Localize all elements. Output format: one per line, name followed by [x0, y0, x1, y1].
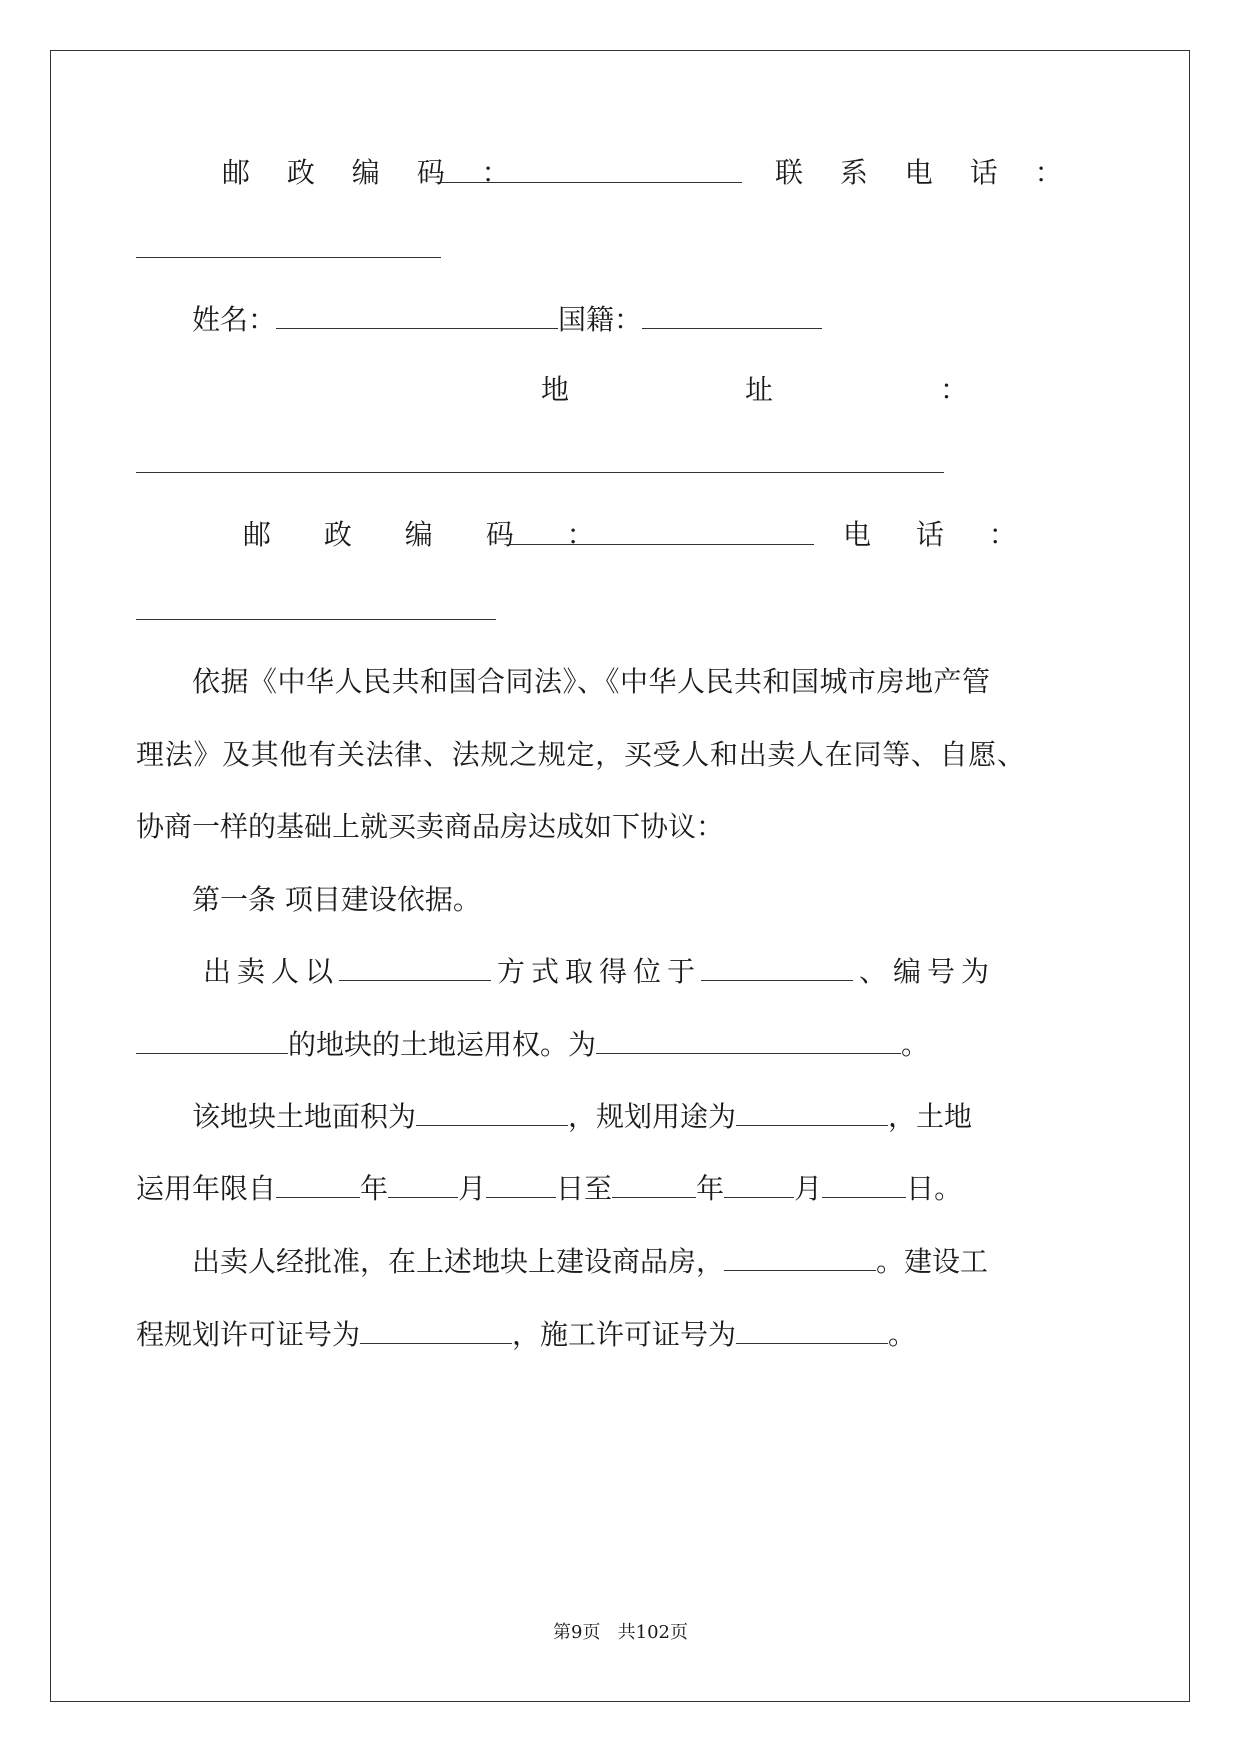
- para2-line-2: [136, 1028, 929, 1062]
- land-acquisition-method-field[interactable]: [339, 958, 491, 981]
- buyer-address-char2: 址: [745, 373, 774, 406]
- end-month-field[interactable]: [724, 1175, 794, 1198]
- construction-permit-number-field[interactable]: [736, 1321, 888, 1344]
- footer-suffix: 页: [669, 1622, 688, 1643]
- para2-seg3: 、编号为: [859, 955, 996, 988]
- buyer-name-label: 姓名：: [192, 303, 277, 336]
- seller-phone-label-wrap: [775, 156, 1077, 190]
- planned-use-field[interactable]: [736, 1103, 888, 1126]
- seller-postcode-label: 邮 政 编 码 ：: [222, 156, 524, 189]
- para4-line-1: [192, 1245, 988, 1279]
- seller-phone-field[interactable]: [136, 235, 441, 258]
- para2-seg2: 方式取得位于: [497, 955, 702, 988]
- plot-number-field[interactable]: [136, 1031, 288, 1054]
- buyer-address-colon: ：: [940, 373, 969, 406]
- land-area-field[interactable]: [416, 1103, 568, 1126]
- para2-seg5: 。: [901, 1028, 930, 1061]
- page-footer: [0, 1622, 1241, 1644]
- preamble-line-2: 理法》及其他有关法律、法规之规定，买受人和出卖人在同等、自愿、: [136, 738, 1026, 771]
- buyer-postcode-field[interactable]: [509, 522, 814, 545]
- end-year-field[interactable]: [612, 1175, 696, 1198]
- para4-seg2: 。建设工: [876, 1245, 989, 1278]
- para3-line-2: [136, 1172, 962, 1206]
- para3-seg4: 运用年限自: [136, 1172, 277, 1205]
- start-day-field[interactable]: [486, 1175, 556, 1198]
- para4-seg4: ，施工许可证号为: [512, 1318, 737, 1351]
- buyer-address-char1: 地: [541, 373, 570, 406]
- para2-line-1: [203, 955, 995, 989]
- footer-mid: 页 共: [582, 1622, 636, 1643]
- para3-seg3: ，土地: [888, 1100, 973, 1133]
- para3-seg2: ，规划用途为: [568, 1100, 737, 1133]
- para3-line-1: [192, 1100, 972, 1134]
- preamble-line-1: 依据《中华人民共和国合同法》、《中华人民共和国城市房地产管: [192, 665, 991, 698]
- para2-seg4: 的地块的土地运用权。为: [288, 1028, 597, 1061]
- para4-seg1: 出卖人经批准，在上述地块上建设商品房，: [192, 1245, 725, 1278]
- buyer-postcode-label: 邮 政 编 码 ：: [243, 518, 617, 551]
- footer-current-page: 9: [571, 1622, 583, 1643]
- land-use-right-field[interactable]: [596, 1031, 901, 1054]
- buyer-name-line: [192, 303, 822, 337]
- footer-prefix: 第: [553, 1622, 571, 1643]
- preamble-line-3: 协商一样的基础上就买卖商品房达成如下协议：: [136, 810, 725, 843]
- end-year-label: 年: [696, 1172, 725, 1205]
- seller-phone-label: 联 系 电 话 ：: [775, 156, 1077, 189]
- para3-seg1: 该地块土地面积为: [192, 1100, 417, 1133]
- start-month-label: 月: [458, 1172, 487, 1205]
- end-day-field[interactable]: [822, 1175, 906, 1198]
- start-month-field[interactable]: [388, 1175, 458, 1198]
- start-year-label: 年: [360, 1172, 389, 1205]
- start-year-field[interactable]: [276, 1175, 360, 1198]
- para4-line-2: [136, 1318, 916, 1352]
- page-border: [50, 50, 1190, 1702]
- buyer-nationality-field[interactable]: [642, 306, 822, 329]
- seller-postcode-field[interactable]: [437, 160, 742, 183]
- end-month-label: 月: [794, 1172, 823, 1205]
- para2-seg1: 出卖人以: [203, 955, 340, 988]
- end-day-label: 日。: [906, 1172, 963, 1205]
- buyer-name-field[interactable]: [276, 306, 558, 329]
- buyer-phone-label: 电 话 ：: [843, 518, 1035, 551]
- para4-seg5: 。: [888, 1318, 917, 1351]
- start-day-label: 日至: [556, 1172, 613, 1205]
- article-1-title: 第一条 项目建设依据。: [192, 883, 481, 916]
- planning-permit-number-field[interactable]: [360, 1321, 512, 1344]
- buyer-phone-wrap: [843, 518, 1035, 552]
- buyer-phone-field[interactable]: [136, 597, 496, 620]
- building-name-field[interactable]: [724, 1248, 876, 1271]
- buyer-nationality-label: 国籍：: [558, 303, 643, 336]
- land-location-field[interactable]: [701, 958, 853, 981]
- footer-total-pages: 102: [635, 1622, 670, 1643]
- buyer-address-field[interactable]: [136, 450, 944, 473]
- para4-seg3: 程规划许可证号为: [136, 1318, 361, 1351]
